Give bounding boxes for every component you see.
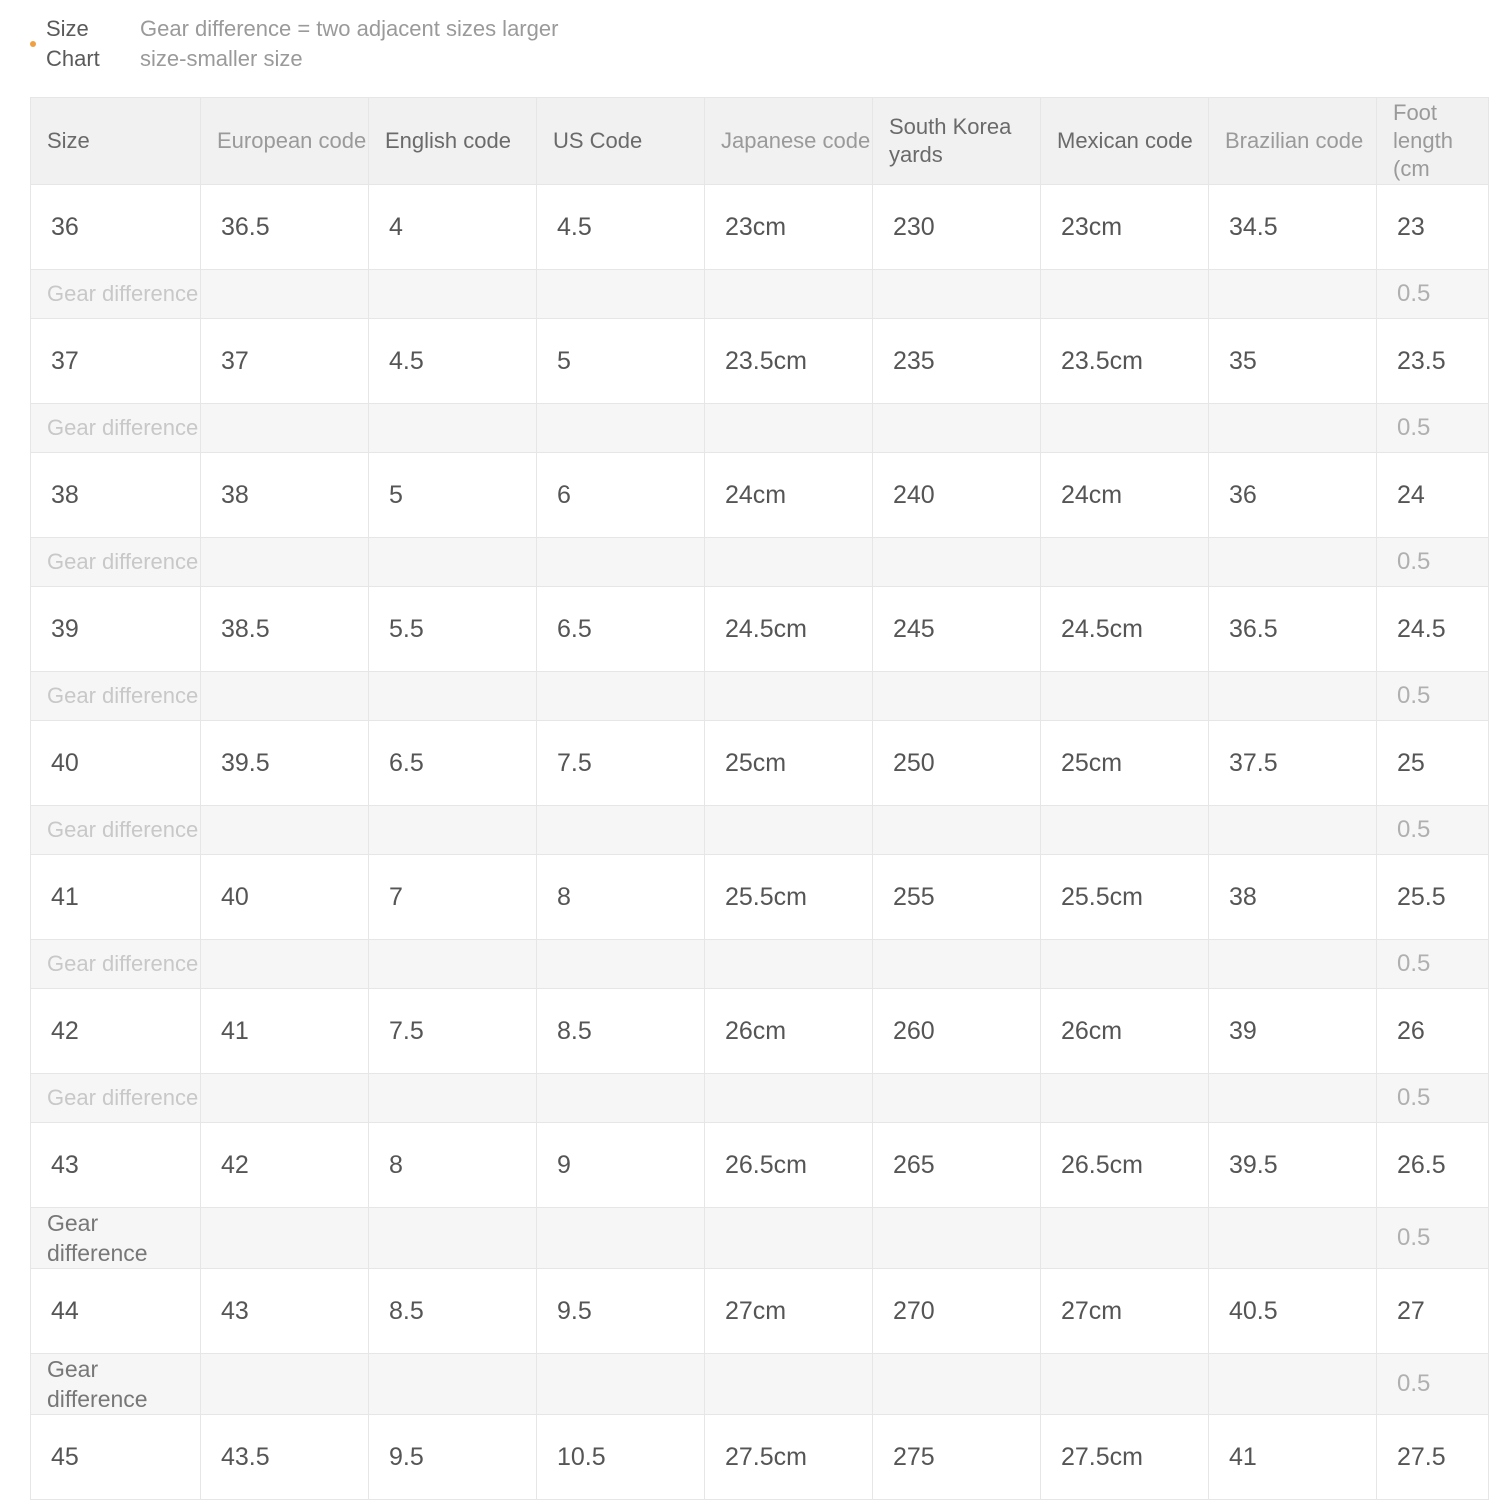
table-cell: 26cm [1041, 989, 1209, 1074]
empty-cell [369, 404, 537, 453]
empty-cell [705, 672, 873, 721]
table-cell: 4.5 [369, 319, 537, 404]
table-cell: 39 [1209, 989, 1377, 1074]
empty-cell [705, 806, 873, 855]
empty-cell [201, 404, 369, 453]
empty-cell [873, 672, 1041, 721]
empty-cell [1041, 270, 1209, 319]
table-cell: 39.5 [1209, 1123, 1377, 1208]
empty-cell [1209, 538, 1377, 587]
empty-cell [369, 1074, 537, 1123]
empty-cell [1041, 940, 1209, 989]
table-cell: 26.5 [1377, 1123, 1489, 1208]
table-cell: 36 [31, 185, 201, 270]
empty-cell [1209, 270, 1377, 319]
table-cell: 43.5 [201, 1415, 369, 1500]
table-cell: 23cm [1041, 185, 1209, 270]
table-cell: 24.5cm [1041, 587, 1209, 672]
header-european-code: European code [201, 98, 369, 185]
empty-cell [201, 1208, 369, 1269]
size-chart-title: Size Chart [46, 16, 100, 71]
table-cell: 240 [873, 453, 1041, 538]
table-cell: 270 [873, 1269, 1041, 1354]
table-cell: 24 [1377, 453, 1489, 538]
gear-difference-value: 0.5 [1377, 1074, 1489, 1123]
empty-cell [537, 806, 705, 855]
gear-difference-label: Gear difference [31, 672, 201, 721]
table-cell: 230 [873, 185, 1041, 270]
header-japanese-code: Japanese code [705, 98, 873, 185]
table-cell: 39.5 [201, 721, 369, 806]
table-row [31, 587, 1489, 672]
empty-cell [1041, 672, 1209, 721]
table-row [31, 1123, 1489, 1208]
gear-difference-label: Gear difference [31, 1074, 201, 1123]
empty-cell [369, 940, 537, 989]
table-cell: 8.5 [369, 1269, 537, 1354]
empty-cell [537, 1074, 705, 1123]
table-row [31, 453, 1489, 538]
bullet-dot-icon [30, 41, 36, 47]
table-cell: 265 [873, 1123, 1041, 1208]
empty-cell [369, 672, 537, 721]
empty-cell [1041, 1074, 1209, 1123]
gear-difference-label: Gear difference [31, 270, 201, 319]
gear-difference-label: Gear difference [31, 1208, 201, 1269]
empty-cell [369, 270, 537, 319]
table-cell: 26.5cm [1041, 1123, 1209, 1208]
table-cell: 4 [369, 185, 537, 270]
table-cell: 8.5 [537, 989, 705, 1074]
table-cell: 8 [537, 855, 705, 940]
table-cell: 38 [201, 453, 369, 538]
table-cell: 25cm [705, 721, 873, 806]
empty-cell [1209, 1208, 1377, 1269]
table-cell: 45 [31, 1415, 201, 1500]
header-foot-length: Foot length (cm [1377, 98, 1489, 185]
table-cell: 9 [537, 1123, 705, 1208]
empty-cell [369, 538, 537, 587]
table-cell: 5.5 [369, 587, 537, 672]
empty-cell [537, 940, 705, 989]
gear-difference-note: Gear difference = two adjacent sizes larger size-smaller size [140, 16, 559, 71]
gear-difference-row [31, 404, 1489, 453]
empty-cell [1041, 538, 1209, 587]
table-cell: 235 [873, 319, 1041, 404]
empty-cell [1209, 940, 1377, 989]
size-chart-header [0, 0, 1492, 96]
table-cell: 24.5cm [705, 587, 873, 672]
empty-cell [873, 270, 1041, 319]
gear-difference-row [31, 538, 1489, 587]
gear-difference-row [31, 1208, 1489, 1269]
table-cell: 25cm [1041, 721, 1209, 806]
empty-cell [873, 1354, 1041, 1415]
table-header-row [31, 98, 1489, 185]
gear-difference-row [31, 1074, 1489, 1123]
empty-cell [537, 270, 705, 319]
gear-difference-value: 0.5 [1377, 1354, 1489, 1415]
table-cell: 275 [873, 1415, 1041, 1500]
table-cell: 39 [31, 587, 201, 672]
table-row [31, 855, 1489, 940]
empty-cell [1209, 672, 1377, 721]
empty-cell [873, 1208, 1041, 1269]
table-cell: 8 [369, 1123, 537, 1208]
gear-difference-row [31, 806, 1489, 855]
empty-cell [873, 538, 1041, 587]
table-cell: 10.5 [537, 1415, 705, 1500]
table-cell: 36 [1209, 453, 1377, 538]
header-south-korea-yards: South Korea yards [873, 98, 1041, 185]
empty-cell [873, 940, 1041, 989]
table-cell: 43 [201, 1269, 369, 1354]
table-cell: 25.5cm [1041, 855, 1209, 940]
empty-cell [705, 1354, 873, 1415]
table-row [31, 319, 1489, 404]
table-row [31, 1415, 1489, 1500]
table-cell: 35 [1209, 319, 1377, 404]
table-cell: 24.5 [1377, 587, 1489, 672]
empty-cell [1041, 1354, 1209, 1415]
table-cell: 6 [537, 453, 705, 538]
table-cell: 36.5 [1209, 587, 1377, 672]
empty-cell [201, 538, 369, 587]
empty-cell [705, 1208, 873, 1269]
table-cell: 43 [31, 1123, 201, 1208]
size-table [30, 97, 1489, 1500]
table-cell: 4.5 [537, 185, 705, 270]
empty-cell [537, 1354, 705, 1415]
table-cell: 37.5 [1209, 721, 1377, 806]
empty-cell [537, 1208, 705, 1269]
empty-cell [1041, 404, 1209, 453]
table-cell: 23.5 [1377, 319, 1489, 404]
table-cell: 24cm [1041, 453, 1209, 538]
table-cell: 38 [1209, 855, 1377, 940]
empty-cell [201, 1074, 369, 1123]
empty-cell [201, 270, 369, 319]
gear-difference-value: 0.5 [1377, 538, 1489, 587]
empty-cell [201, 1354, 369, 1415]
table-cell: 255 [873, 855, 1041, 940]
empty-cell [705, 1074, 873, 1123]
table-cell: 26.5cm [705, 1123, 873, 1208]
empty-cell [537, 404, 705, 453]
table-cell: 37 [201, 319, 369, 404]
gear-difference-row [31, 270, 1489, 319]
empty-cell [705, 270, 873, 319]
table-cell: 40.5 [1209, 1269, 1377, 1354]
table-cell: 36.5 [201, 185, 369, 270]
empty-cell [369, 806, 537, 855]
table-cell: 23.5cm [1041, 319, 1209, 404]
table-cell: 25.5cm [705, 855, 873, 940]
table-cell: 5 [537, 319, 705, 404]
table-cell: 41 [201, 989, 369, 1074]
gear-difference-value: 0.5 [1377, 1208, 1489, 1269]
table-cell: 27.5 [1377, 1415, 1489, 1500]
empty-cell [201, 806, 369, 855]
table-cell: 26 [1377, 989, 1489, 1074]
empty-cell [1209, 1354, 1377, 1415]
gear-difference-label: Gear difference [31, 538, 201, 587]
table-row [31, 989, 1489, 1074]
empty-cell [705, 940, 873, 989]
header-brazilian-code: Brazilian code [1209, 98, 1377, 185]
gear-difference-value: 0.5 [1377, 940, 1489, 989]
table-cell: 40 [201, 855, 369, 940]
table-cell: 7.5 [537, 721, 705, 806]
empty-cell [873, 1074, 1041, 1123]
table-cell: 40 [31, 721, 201, 806]
empty-cell [873, 806, 1041, 855]
table-cell: 42 [201, 1123, 369, 1208]
table-cell: 6.5 [369, 721, 537, 806]
table-cell: 27cm [1041, 1269, 1209, 1354]
empty-cell [537, 538, 705, 587]
table-cell: 27cm [705, 1269, 873, 1354]
table-cell: 7 [369, 855, 537, 940]
gear-difference-value: 0.5 [1377, 270, 1489, 319]
gear-difference-row [31, 940, 1489, 989]
gear-difference-value: 0.5 [1377, 404, 1489, 453]
table-cell: 38 [31, 453, 201, 538]
gear-difference-row [31, 672, 1489, 721]
empty-cell [705, 538, 873, 587]
gear-difference-value: 0.5 [1377, 806, 1489, 855]
table-cell: 25.5 [1377, 855, 1489, 940]
gear-difference-row [31, 1354, 1489, 1415]
table-body [31, 185, 1489, 1500]
empty-cell [1209, 806, 1377, 855]
table-cell: 23 [1377, 185, 1489, 270]
table-cell: 37 [31, 319, 201, 404]
table-cell: 42 [31, 989, 201, 1074]
header-us-code: US Code [537, 98, 705, 185]
table-row [31, 721, 1489, 806]
table-cell: 6.5 [537, 587, 705, 672]
table-cell: 23cm [705, 185, 873, 270]
header-size: Size [31, 98, 201, 185]
table-cell: 9.5 [537, 1269, 705, 1354]
gear-difference-value: 0.5 [1377, 672, 1489, 721]
empty-cell [369, 1354, 537, 1415]
table-cell: 7.5 [369, 989, 537, 1074]
table-cell: 27.5cm [705, 1415, 873, 1500]
table-cell: 27 [1377, 1269, 1489, 1354]
table-cell: 25 [1377, 721, 1489, 806]
table-cell: 5 [369, 453, 537, 538]
empty-cell [1041, 1208, 1209, 1269]
table-cell: 27.5cm [1041, 1415, 1209, 1500]
empty-cell [201, 940, 369, 989]
table-cell: 24cm [705, 453, 873, 538]
table-cell: 250 [873, 721, 1041, 806]
table-cell: 41 [31, 855, 201, 940]
empty-cell [705, 404, 873, 453]
table-cell: 34.5 [1209, 185, 1377, 270]
table-row [31, 1269, 1489, 1354]
gear-difference-label: Gear difference [31, 940, 201, 989]
empty-cell [873, 404, 1041, 453]
empty-cell [1041, 806, 1209, 855]
gear-difference-label: Gear difference [31, 404, 201, 453]
table-cell: 41 [1209, 1415, 1377, 1500]
table-cell: 9.5 [369, 1415, 537, 1500]
gear-difference-label: Gear difference [31, 806, 201, 855]
gear-difference-label: Gear difference [31, 1354, 201, 1415]
empty-cell [1209, 1074, 1377, 1123]
empty-cell [201, 672, 369, 721]
header-mexican-code: Mexican code [1041, 98, 1209, 185]
table-row [31, 185, 1489, 270]
table-cell: 260 [873, 989, 1041, 1074]
table-cell: 26cm [705, 989, 873, 1074]
empty-cell [537, 672, 705, 721]
table-cell: 38.5 [201, 587, 369, 672]
header-english-code: English code [369, 98, 537, 185]
empty-cell [369, 1208, 537, 1269]
empty-cell [1209, 404, 1377, 453]
table-cell: 44 [31, 1269, 201, 1354]
table-cell: 245 [873, 587, 1041, 672]
table-cell: 23.5cm [705, 319, 873, 404]
